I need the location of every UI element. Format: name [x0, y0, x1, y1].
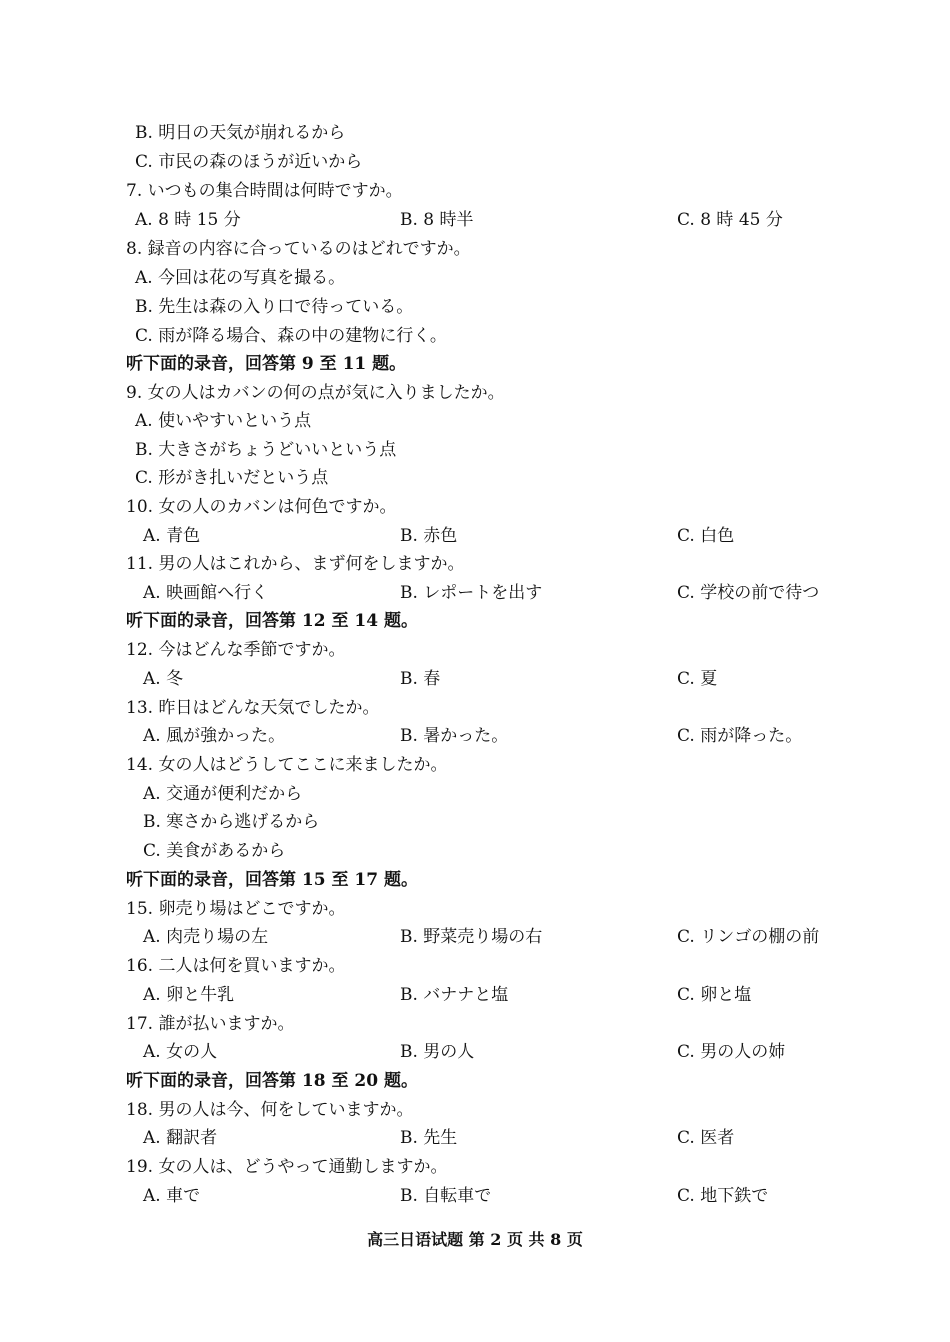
section-header: [0, 350, 950, 379]
option-b: B. 赤色: [400, 526, 458, 546]
options-row: [0, 923, 950, 952]
option-b: B. 自転車で: [400, 1186, 492, 1206]
option-text: C. 形がき扎いだという点: [135, 468, 329, 488]
option-c: C. リンゴの棚の前: [677, 927, 820, 947]
section-header-text: 听下面的录音，回答第 15 至 17 题。: [126, 870, 418, 890]
page-footer: 高三日语试题 第 2 页 共 8 页: [367, 1230, 583, 1249]
section-header-text: 听下面的录音，回答第 12 至 14 题。: [126, 611, 418, 631]
section-header: [0, 1067, 950, 1096]
option-a: A. 翻訳者: [143, 1128, 218, 1148]
option-c: C. 雨が降った。: [677, 726, 803, 746]
question-line: [0, 694, 950, 723]
question-line: [0, 550, 950, 579]
question-text: 10. 女の人のカバンは何色ですか。: [126, 497, 397, 517]
options-row: [0, 1124, 950, 1153]
option-c: C. 医者: [677, 1128, 735, 1148]
question-text: 13. 昨日はどんな天気でしたか。: [126, 698, 380, 718]
question-line: [0, 895, 950, 924]
question-text: 19. 女の人は、どうやって通勤しますか。: [126, 1157, 448, 1177]
option-line: [0, 264, 950, 293]
question-line: [0, 636, 950, 665]
option-b: B. 暑かった。: [400, 726, 509, 746]
question-line: [0, 493, 950, 522]
option-text: B. 明日の天気が崩れるから: [135, 123, 346, 143]
option-line: [0, 119, 950, 148]
option-line: [0, 148, 950, 177]
option-line: [0, 322, 950, 351]
question-text: 16. 二人は何を買いますか。: [126, 956, 346, 976]
option-line: [0, 293, 950, 322]
question-text: 18. 男の人は今、何をしていますか。: [126, 1100, 414, 1120]
options-row: [0, 981, 950, 1010]
options-row: [0, 665, 950, 694]
option-b: B. 先生: [400, 1128, 458, 1148]
option-c: C. 地下鉄で: [677, 1186, 769, 1206]
options-row: [0, 579, 950, 608]
option-c: C. 8 時 45 分: [677, 210, 783, 230]
option-c: C. 白色: [677, 526, 735, 546]
option-a: A. 風が強かった。: [143, 726, 286, 746]
option-line: [0, 436, 950, 465]
option-line: [0, 837, 950, 866]
option-a: A. 映画館へ行く: [143, 583, 269, 603]
option-a: A. 8 時 15 分: [135, 210, 241, 230]
question-text: 14. 女の人はどうしてここに来ましたか。: [126, 755, 448, 775]
option-a: A. 卵と牛乳: [143, 985, 235, 1005]
question-text: 9. 女の人はカバンの何の点が気に入りましたか。: [126, 383, 505, 403]
question-text: 7. いつもの集合時間は何時ですか。: [126, 181, 403, 201]
option-a: A. 冬: [143, 669, 184, 689]
option-b: B. 野菜売り場の右: [400, 927, 543, 947]
question-line: [0, 235, 950, 264]
section-header: [0, 866, 950, 895]
question-line: [0, 1153, 950, 1182]
question-line: [0, 379, 950, 408]
option-text: A. 使いやすいという点: [135, 411, 312, 431]
question-text: 17. 誰が払いますか。: [126, 1014, 295, 1034]
section-header-text: 听下面的录音，回答第 18 至 20 题。: [126, 1071, 418, 1091]
option-c: C. 卵と塩: [677, 985, 752, 1005]
question-line: [0, 952, 950, 981]
question-line: [0, 1096, 950, 1125]
option-a: A. 肉売り場の左: [143, 927, 269, 947]
option-line: [0, 464, 950, 493]
option-text: B. 大きさがちょうどいいという点: [135, 440, 397, 460]
options-row: [0, 1038, 950, 1067]
option-c: C. 学校の前で待つ: [677, 583, 820, 603]
question-line: [0, 1010, 950, 1039]
option-b: B. バナナと塩: [400, 985, 509, 1005]
option-a: A. 女の人: [143, 1042, 218, 1062]
option-line: [0, 407, 950, 436]
question-text: 12. 今はどんな季節ですか。: [126, 640, 346, 660]
option-a: A. 青色: [143, 526, 201, 546]
option-text: B. 寒さから逃げるから: [143, 812, 320, 832]
options-row: [0, 206, 950, 235]
options-row: [0, 522, 950, 551]
option-c: C. 男の人の姉: [677, 1042, 786, 1062]
section-header: [0, 607, 950, 636]
question-line: [0, 751, 950, 780]
option-text: C. 市民の森のほうが近いから: [135, 152, 363, 172]
section-header-text: 听下面的录音，回答第 9 至 11 题。: [126, 354, 407, 374]
question-text: 15. 卵売り場はどこですか。: [126, 899, 346, 919]
option-text: A. 交通が便利だから: [143, 784, 303, 804]
option-text: C. 雨が降る場合、森の中の建物に行く。: [135, 326, 447, 346]
option-c: C. 夏: [677, 669, 718, 689]
option-line: [0, 780, 950, 809]
question-line: [0, 177, 950, 206]
option-b: B. 男の人: [400, 1042, 475, 1062]
question-text: 11. 男の人はこれから、まず何をしますか。: [126, 554, 465, 574]
options-row: [0, 1182, 950, 1211]
option-a: A. 車で: [143, 1186, 201, 1206]
option-b: B. 春: [400, 669, 441, 689]
option-text: C. 美食があるから: [143, 841, 286, 861]
option-line: [0, 808, 950, 837]
option-b: B. レポートを出す: [400, 583, 543, 603]
option-b: B. 8 時半: [400, 210, 474, 230]
option-text: A. 今回は花の写真を撮る。: [135, 268, 346, 288]
question-text: 8. 録音の内容に合っているのはどれですか。: [126, 239, 471, 259]
option-text: B. 先生は森の入り口で待っている。: [135, 297, 414, 317]
options-row: [0, 722, 950, 751]
